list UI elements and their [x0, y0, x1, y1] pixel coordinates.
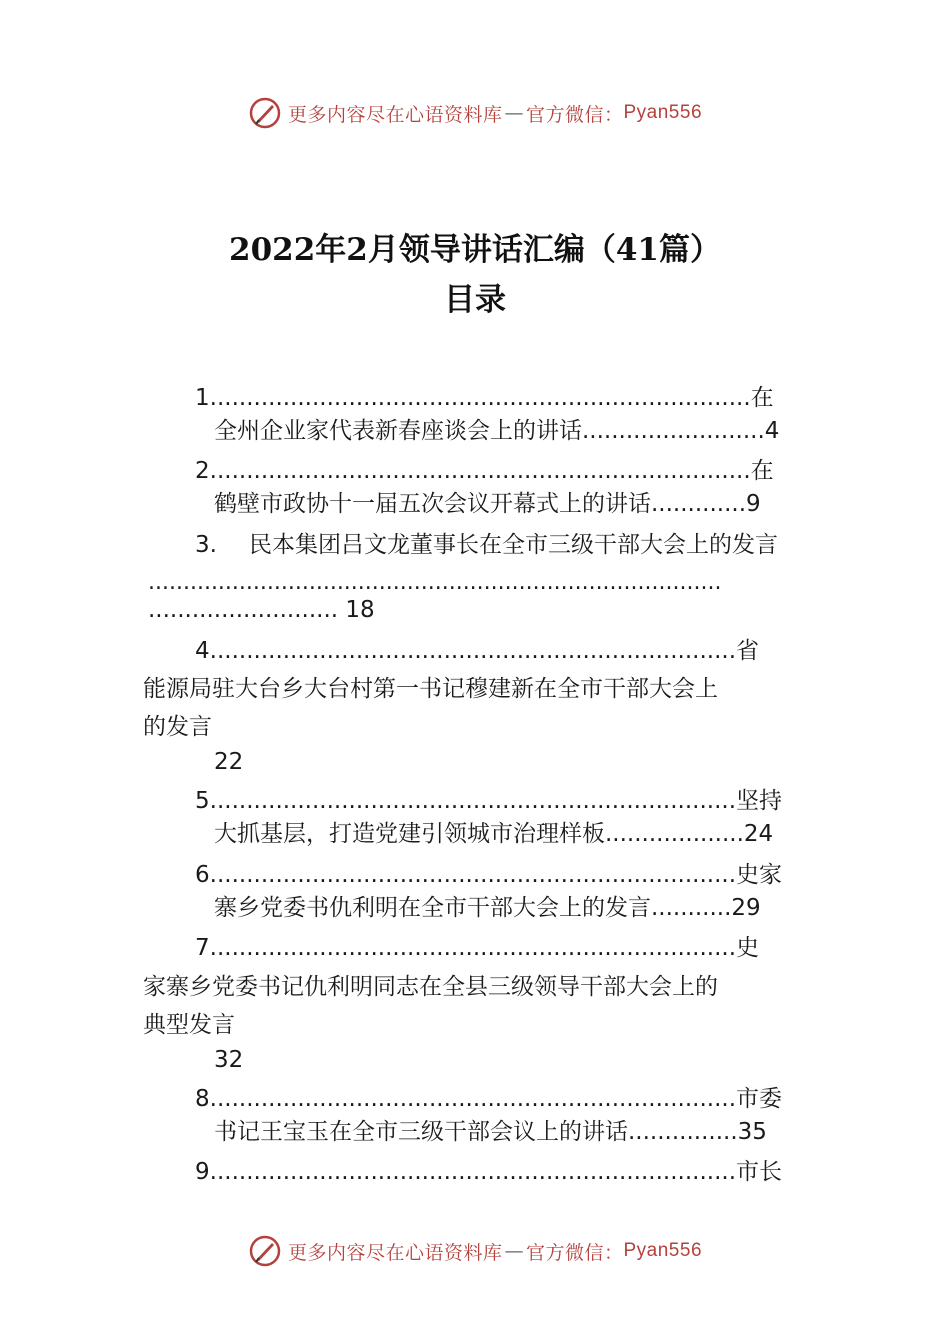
toc-page: 24: [743, 821, 774, 847]
toc-entry-4-page: [214, 747, 243, 777]
toc-entry-5-line1: [195, 786, 782, 816]
toc-leader: ........................................................................: [209, 862, 737, 888]
toc-title-end: 典型发言: [143, 1012, 235, 1038]
toc-entry-7-line2[interactable]: [143, 972, 718, 1002]
document-title: 2022年2月领导讲话汇编（41篇）: [229, 232, 721, 268]
toc-entry-5-line2[interactable]: [214, 819, 773, 849]
toc-entry-4-line2[interactable]: [143, 674, 718, 704]
toc-title: 全州企业家代表新春座谈会上的讲话: [214, 418, 582, 444]
toc-entry-9-line1: [195, 1157, 782, 1187]
toc-leader: ...........: [651, 895, 732, 921]
toc-page: 4: [764, 418, 780, 444]
toc-entry-6-line2[interactable]: [214, 893, 761, 923]
toc-leader: ........................................................................: [209, 788, 737, 814]
toc-leader: ........................................................................: [209, 638, 737, 664]
toc-entry-2-line2[interactable]: [214, 489, 761, 519]
toc-number: 8: [195, 1086, 210, 1112]
toc-entry-8-line2[interactable]: [214, 1117, 767, 1147]
toc-leader: ...............: [628, 1119, 738, 1145]
toc-page: 35: [737, 1119, 767, 1145]
toc-leader: .........................: [582, 418, 765, 444]
toc-page: 18: [345, 597, 375, 623]
toc-number: 5: [195, 788, 210, 814]
toc-title: 大抓基层，打造党建引领城市治理样板: [214, 821, 605, 847]
watermark-separator: —: [504, 102, 524, 124]
quill-logo-icon: [248, 1234, 282, 1268]
toc-title-start: 市长: [736, 1159, 783, 1185]
toc-entry-3-line1[interactable]: [195, 530, 778, 560]
toc-entry-7-line1: [195, 933, 759, 963]
toc-number: 9: [195, 1159, 210, 1185]
toc-leader: ..................................................................................: [148, 570, 722, 595]
toc-leader: ..........................: [148, 597, 339, 623]
toc-number: 2: [195, 458, 210, 484]
toc-entry-2-line1: [195, 456, 774, 486]
toc-leader: ........................................................................: [209, 1086, 737, 1112]
toc-number: 3.: [195, 532, 217, 558]
toc-title-start: 在: [750, 458, 774, 484]
document-subtitle: 目录: [444, 282, 506, 318]
watermark-account: Pyan556: [623, 102, 703, 123]
toc-entry-4-line3: [143, 712, 212, 742]
toc-entry-8-line1: [195, 1084, 782, 1114]
toc-title: 家寨乡党委书记仇利明同志在全县三级领导干部大会上的: [143, 974, 718, 1000]
toc-title: 鹤壁市政协十一届五次会议开幕式上的讲话: [214, 491, 651, 517]
toc-leader: ...................: [605, 821, 744, 847]
toc-page: 9: [746, 491, 761, 517]
toc-title: 寨乡党委书仇利明在全市干部大会上的发言: [214, 895, 651, 921]
toc-leader: ........................................................................: [209, 935, 737, 961]
watermark-separator: —: [504, 1240, 524, 1262]
toc-number: 1: [195, 385, 210, 411]
toc-title-start: 坚持: [736, 788, 783, 814]
toc-page: 29: [731, 895, 761, 921]
watermark-text: 更多内容尽在心语资料库: [287, 1241, 503, 1264]
watermark-label: 官方微信：: [525, 1241, 624, 1264]
toc-title-start: 史家: [736, 862, 783, 888]
toc-title: 民本集团吕文龙董事长在全市三级干部大会上的发言: [248, 532, 778, 558]
toc-page: 32: [214, 1047, 244, 1073]
watermark-text: 更多内容尽在心语资料库: [287, 103, 503, 126]
toc-number: 6: [195, 862, 210, 888]
toc-title: 能源局驻大台乡大台村第一书记穆建新在全市干部大会上: [143, 676, 718, 702]
toc-number: 4: [195, 638, 210, 664]
toc-entry-7-page: [214, 1045, 243, 1075]
toc-entry-4-line1: [195, 636, 759, 666]
toc-entry-7-line3: [143, 1010, 235, 1040]
watermark-footer: [0, 1234, 950, 1268]
watermark-label: 官方微信：: [525, 103, 624, 126]
toc-title-start: 在: [750, 385, 774, 411]
toc-entry-1-line2[interactable]: [214, 416, 779, 446]
toc-entry-3-line2: [148, 568, 721, 598]
toc-title: 书记王宝玉在全市三级干部会议上的讲话: [214, 1119, 628, 1145]
toc-title-end: 的发言: [143, 714, 212, 740]
toc-entry-6-line1: [195, 860, 782, 890]
toc-leader: ..........................................................................: [209, 385, 751, 411]
toc-leader: ........................................................................: [209, 1159, 737, 1185]
toc-number: 7: [195, 935, 210, 961]
toc-page: 22: [214, 749, 244, 775]
toc-leader: .............: [651, 491, 747, 517]
toc-title-start: 史: [736, 935, 760, 961]
watermark-account: Pyan556: [623, 1240, 703, 1261]
toc-title-start: 市委: [736, 1086, 783, 1112]
toc-entry-3-line3: [148, 595, 375, 625]
toc-leader: ..........................................................................: [209, 458, 751, 484]
toc-title-start: 省: [736, 638, 760, 664]
toc-entry-1-line1: [195, 383, 774, 413]
